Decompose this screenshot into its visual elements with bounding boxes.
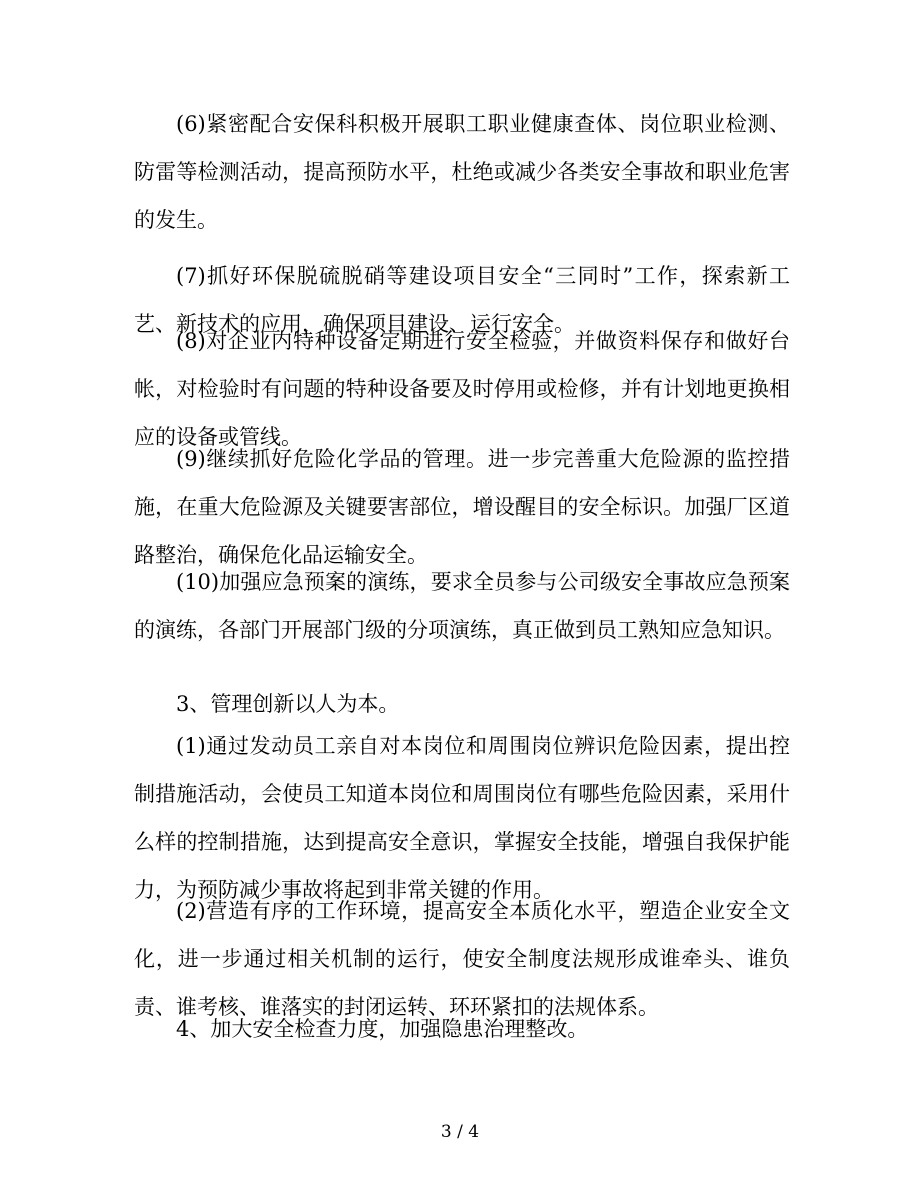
paragraph-item-7: (7)抓好环保脱硫脱硝等建设项目安全“三同时”工作，探索新工艺、新技术的应用，确保项目建设、运行安全。 [134,264,790,336]
paragraph-item-10: (10)加强应急预案的演练，要求全员参与公司级安全事故应急预案的演练，各部门开展部门级的分项演练，真正做到员工熟知应急知识。 [134,570,790,642]
paragraph-item-6: (6)紧密配合安保科积极开展职工职业健康查体、岗位职业检测、防雷等检测活动，提高预防水平，杜绝或减少各类安全事故和职业危害的发生。 [134,112,790,232]
paragraph-section3-item-1: (1)通过发动员工亲自对本岗位和周围岗位辨识危险因素，提出控制措施活动，会使员工知道本岗位和周围岗位有哪些危险因素，采用什么样的控制措施，达到提高安全意识，掌握安全技能，增强自我保护能力，为预防减少事故将起到非常关键的作用。 [134,734,790,902]
paragraph-item-8: (8)对企业内特种设备定期进行安全检验，并做资料保存和做好台帐，对检验时有问题的特种设备要及时停用或检修，并有计划地更换相应的设备或管线。 [134,329,790,449]
page-number: 3 / 4 [440,1122,480,1142]
paragraph-section3-item-2: (2)营造有序的工作环境，提高安全本质化水平，塑造企业安全文化，进一步通过相关机制的运行，使安全制度法规形成谁牵头、谁负责、谁考核、谁落实的封闭运转、环环紧扣的法规体系。 [134,899,790,1019]
section-heading-4: 4、加大安全检查力度，加强隐患治理整改。 [176,1017,589,1041]
section-heading-3: 3、管理创新以人为本。 [176,692,400,716]
paragraph-item-9: (9)继续抓好危险化学品的管理。进一步完善重大危险源的监控措施，在重大危险源及关键要害部位，增设醒目的安全标识。加强厂区道路整治，确保危化品运输安全。 [134,447,790,567]
